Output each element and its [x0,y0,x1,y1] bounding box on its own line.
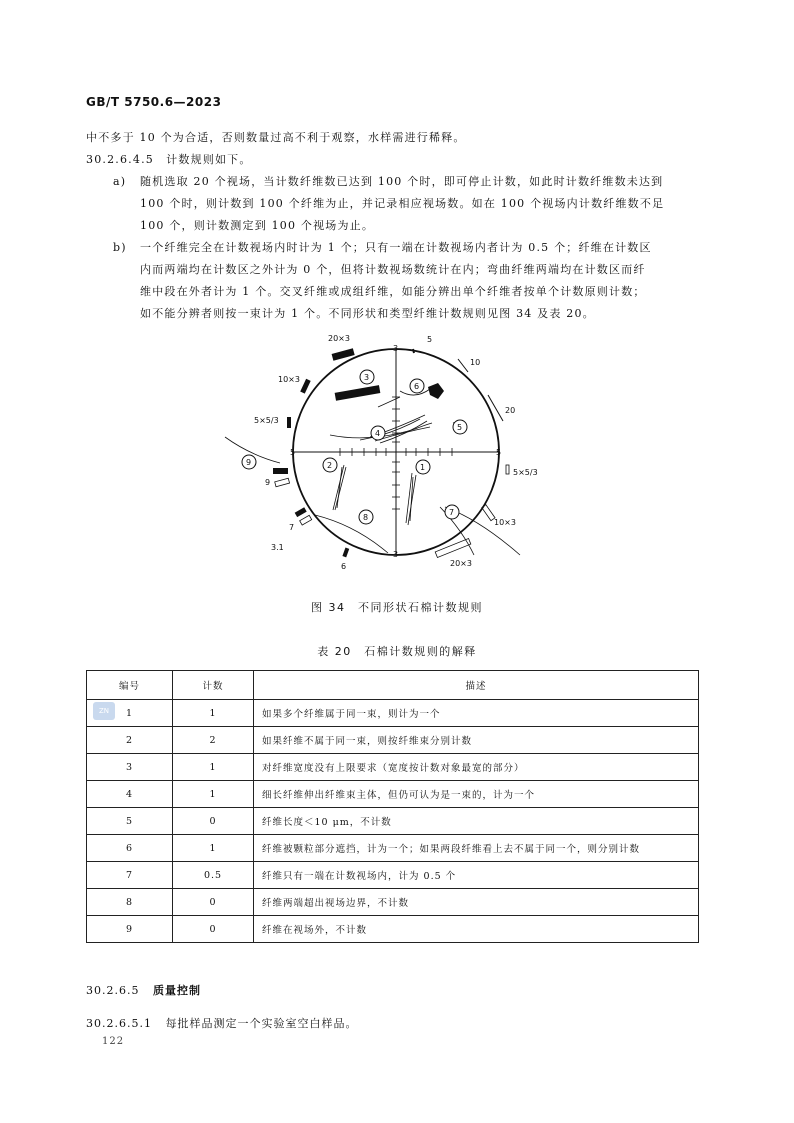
item-a-line: 100 个时，则计数到 100 个纤维为止，并记录相应视场数。如在 100 个视场内计数纤维数不足 [140,197,665,210]
circled-number-5 [453,420,467,434]
paragraph-line: 中不多于 10 个为合适，否则数量过高不利于观察，水样需进行稀释。 [86,131,466,144]
cell-desc: 如果纤维不属于同一束，则按纤维束分别计数 [254,727,699,754]
clause-heading: 30.2.6.4.5 计数规则如下。 [86,153,252,166]
cell-id: 4 [87,781,173,808]
cell-count: 0.5 [173,862,254,889]
label-5x5-3-right: 5×5/3 [513,468,538,477]
svg-text:1: 1 [420,463,426,472]
section-number: 30.2.6.5 [86,984,140,997]
label-10x3-left: 10×3 [278,375,300,384]
label-10-top: 10 [470,358,481,367]
item-b-line: 内而两端均在计数区之外计为 0 个，但将计数视场数统计在内；弯曲纤维两端均在计数区而纤 [140,263,646,276]
header-description: 描述 [254,671,699,700]
label-5x5-3-left: 5×5/3 [254,416,279,425]
table-row [87,781,699,808]
cell-desc: 细长纤维伸出纤维束主体，但仍可认为是一束的，计为一个 [254,781,699,808]
item-a-line: 随机选取 20 个视场，当计数纤维数已达到 100 个时，即可停止计数，如此时计数纤维数未达到 [140,175,664,188]
header-id: 编号 [87,671,173,700]
cell-id: 9 [87,916,173,943]
circled-number-4 [371,426,385,440]
label-20x3-bottom: 20×3 [450,559,472,568]
label-20-right: 20 [505,406,516,415]
axis-label-top: 3 [393,344,399,353]
item-a-label: a) [113,175,127,188]
section-heading [86,982,201,998]
subsection-text: 每批样品测定一个实验室空白样品。 [165,1017,358,1030]
cell-desc: 如果多个纤维属于同一束，则计为一个 [254,700,699,727]
svg-text:7: 7 [449,508,455,517]
label-10x3-right: 10×3 [494,518,516,527]
cell-id: 3 [87,754,173,781]
cell-id: 5 [87,808,173,835]
cell-desc: 纤维两端超出视场边界，不计数 [254,889,699,916]
cell-desc: 纤维长度＜10 μm，不计数 [254,808,699,835]
counting-rules-table [86,670,699,943]
circled-number-2 [323,458,337,472]
table-row [87,862,699,889]
figure-caption: 图 34 不同形状石棉计数规则 [311,601,483,614]
cell-id: 1 [87,700,173,727]
standard-header: GB/T 5750.6—2023 [86,95,222,109]
table-row [87,727,699,754]
circled-number-7 [445,505,459,519]
circled-number-9 [242,455,256,469]
item-b-line: 维中段在外者计为 1 个。交叉纤维或成组纤维，如能分辨出单个纤维者按单个计数原则计数； [140,285,646,298]
cell-desc: 纤维在视场外，不计数 [254,916,699,943]
circled-number-1 [416,460,430,474]
subsection-line [86,1015,357,1031]
header-count: 计数 [173,671,254,700]
svg-text:6: 6 [414,382,420,391]
svg-text:2: 2 [327,461,333,470]
table-row [87,700,699,727]
label-3-1: 3.1 [271,543,284,552]
axis-label-left: 5 [290,448,296,457]
cell-count: 1 [173,781,254,808]
cell-id: 7 [87,862,173,889]
cell-count: 0 [173,916,254,943]
svg-text:5: 5 [457,423,463,432]
axis-label-right: 5 [496,448,502,457]
table-row [87,754,699,781]
label-5-top: 5 [427,335,433,344]
cell-id: 2 [87,727,173,754]
cell-count: 1 [173,835,254,862]
page-number: 122 [102,1036,125,1047]
section-title: 质量控制 [152,984,201,997]
cell-count: 0 [173,808,254,835]
circled-number-3 [360,370,374,384]
svg-text:9: 9 [246,458,252,467]
table-row [87,916,699,943]
cell-id: 6 [87,835,173,862]
label-6-bottom: 6 [341,562,347,571]
cell-count: 1 [173,754,254,781]
item-b-line: 如不能分辨者则按一束计为 1 个。不同形状和类型纤维计数规则见图 34 及表 20。 [140,307,595,320]
table-header-row [87,671,699,700]
cell-count: 2 [173,727,254,754]
item-a-line: 100 个，则计数测定到 100 个视场为止。 [140,219,375,232]
table-row [87,808,699,835]
cell-desc: 纤维被颗粒部分遮挡，计为一个；如果两段纤维看上去不属于同一个，则分别计数 [254,835,699,862]
subsection-number: 30.2.6.5.1 [86,1017,152,1030]
label-7-left: 7 [289,523,295,532]
svg-text:4: 4 [375,429,381,438]
circled-number-6 [410,379,424,393]
table-caption: 表 20 石棉计数规则的解释 [317,645,477,658]
label-20x3-top: 20×3 [328,334,350,343]
axis-label-bottom: 3 [393,550,399,559]
label-9-left: 9 [265,478,271,487]
item-b-line: 一个纤维完全在计数视场内时计为 1 个；只有一端在计数视场内者计为 0.5 个；纤维在计数区 [140,241,652,254]
table-row [87,835,699,862]
table-row [87,889,699,916]
cell-desc: 对纤维宽度没有上限要求（宽度按计数对象最宽的部分） [254,754,699,781]
asbestos-counting-figure [220,325,560,575]
cell-id: 8 [87,889,173,916]
svg-text:8: 8 [363,513,369,522]
svg-text:3: 3 [364,373,370,382]
watermark-stamp: ZN [93,702,115,720]
cell-count: 1 [173,700,254,727]
cell-count: 0 [173,889,254,916]
item-b-label: b) [113,241,127,254]
cell-desc: 纤维只有一端在计数视场内，计为 0.5 个 [254,862,699,889]
circled-number-8 [359,510,373,524]
